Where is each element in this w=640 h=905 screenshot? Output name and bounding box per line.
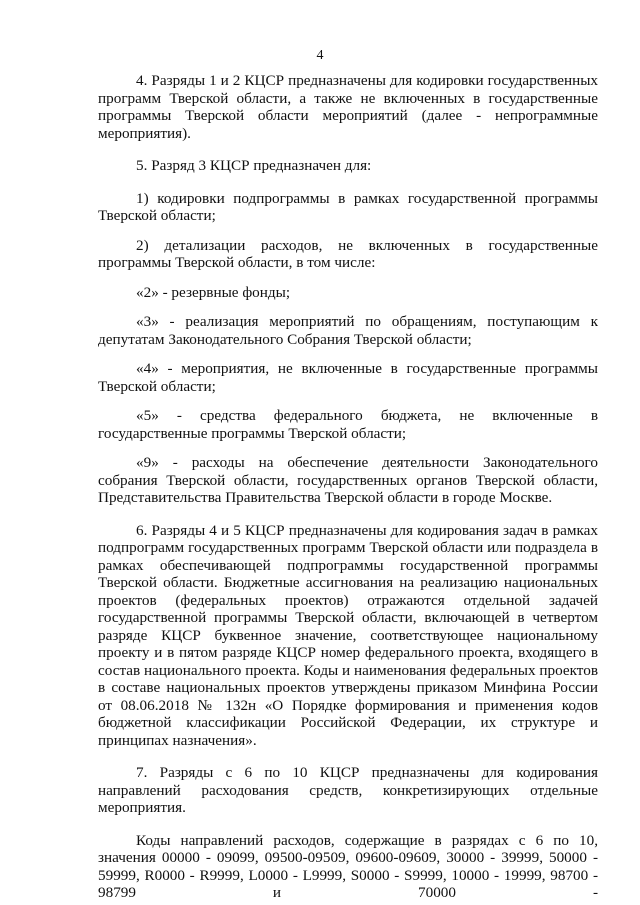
list-item-legislative-assembly: «9» - расходы на обеспечение деятельности Законодательного собрания Тверской области, государственных органов Тверской области, Представительства Правительства Тверской области в городе Москве. <box>98 454 598 506</box>
paragraph-5: 5. Разряд 3 КЦСР предназначен для: <box>136 157 372 174</box>
paragraph-expense-codes: Коды направлений расходов, содержащие в разрядах с 6 по 10, значения 00000 - 09099, 09500-09509, 09600-09609, 30000 - 39999, 50000 - 59999, R0000 - R9999, L0000 - L9999, S0000 - S9999, 10000 - 19999, 98700 - 98799 и 70000 - <box>98 831 598 901</box>
paragraph-6: 6. Разряды 4 и 5 КЦСР предназначены для кодирования задач в рамках подпрограмм государственных программ Тверской области или подраздела в рамках обеспечивающей подпрограммы государственной программы Тверской области. Бюджетные ассигнования на реализацию национальных проектов (федеральных проектов) отражаются отдельной задачей государственной программы Тверской области, включающей в четвертом разряде КЦСР буквенное значение, соответствующее национальному проекту и в пятом разряде КЦСР номер федерального проекта, входящего в состав национального проекта. Коды и наименования федеральных проектов в составе национальных проектов утверждены приказом Минфина России от 08.06.2018 № 132н «О Порядке формирования и применения кодов бюджетной классификации Российской Федерации, их структуре и принципах назначения». <box>98 521 598 749</box>
page-number: 4 <box>316 48 324 63</box>
list-item-non-program-activities: «4» - мероприятия, не включенные в государственные программы Тверской области; <box>98 360 598 395</box>
paragraph-5-item-2: 2) детализации расходов, не включенных в государственные программы Тверской области, в том числе: <box>98 236 598 271</box>
paragraph-7: 7. Разряды с 6 по 10 КЦСР предназначены для кодирования направлений расходования средств, конкретизирующих отдельные мероприятия. <box>98 764 598 816</box>
paragraph-4: 4. Разряды 1 и 2 КЦСР предназначены для кодировки государственных программ Тверской области, а также не включенных в государственные программы Тверской области мероприятий (далее - непрограммные мероприятия). <box>98 72 598 142</box>
list-item-federal-budget: «5» - средства федерального бюджета, не включенные в государственные программы Тверской области; <box>98 407 598 442</box>
document-body <box>98 72 598 902</box>
paragraph-5-item-1: 1) кодировки подпрограммы в рамках государственной программы Тверской области; <box>98 189 598 224</box>
list-item-deputies-requests: «3» - реализация мероприятий по обращениям, поступающим к депутатам Законодательного Собрания Тверской области; <box>98 313 598 348</box>
list-item-reserve-funds: «2» - резервные фонды; <box>136 283 291 301</box>
